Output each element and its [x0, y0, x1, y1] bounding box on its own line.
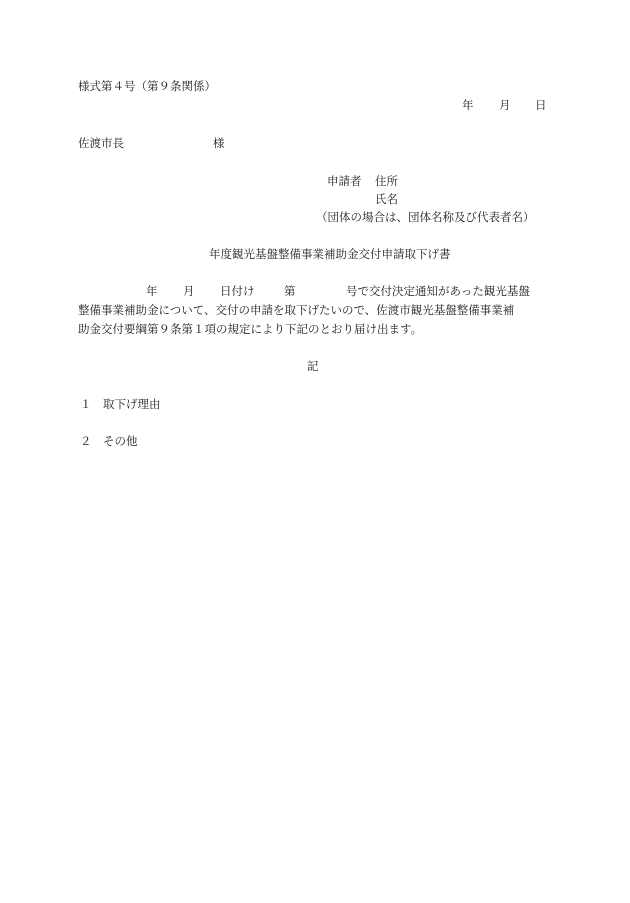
item-label: その他	[103, 434, 138, 448]
addressee-honorific: 様	[213, 136, 225, 150]
item-number: １	[80, 397, 92, 411]
applicant-label: 申請者	[327, 174, 362, 188]
item-label: 取下げ理由	[103, 397, 161, 411]
form-number: 様式第４号（第９条関係）	[78, 79, 216, 93]
ref-month: 月	[183, 284, 195, 298]
body-line-2: 整備事業補助金について、交付の申請を取下げたいので、佐渡市観光基盤整備事業補	[78, 303, 515, 317]
body-line-1: 号で交付決定通知があった観光基盤	[346, 284, 530, 298]
date-day: 日	[535, 98, 547, 112]
applicant-address-label: 住所	[375, 174, 398, 188]
body-line-3: 助金交付要綱第９条第１項の規定により下記のとおり届け出ます。	[78, 322, 423, 336]
date-year: 年	[462, 98, 474, 112]
applicant-note: （団体の場合は、団体名称及び代表者名）	[316, 210, 535, 224]
ref-year: 年	[146, 284, 158, 298]
ref-day: 日付け	[220, 284, 255, 298]
addressee-name: 佐渡市長	[78, 136, 124, 150]
ki-marker: 記	[307, 359, 319, 373]
applicant-name-label: 氏名	[375, 192, 398, 206]
date-month: 月	[499, 98, 511, 112]
document-title: 年度観光基盤整備事業補助金交付申請取下げ書	[209, 247, 451, 261]
ref-no-prefix: 第	[284, 284, 296, 298]
item-number: ２	[80, 434, 92, 448]
